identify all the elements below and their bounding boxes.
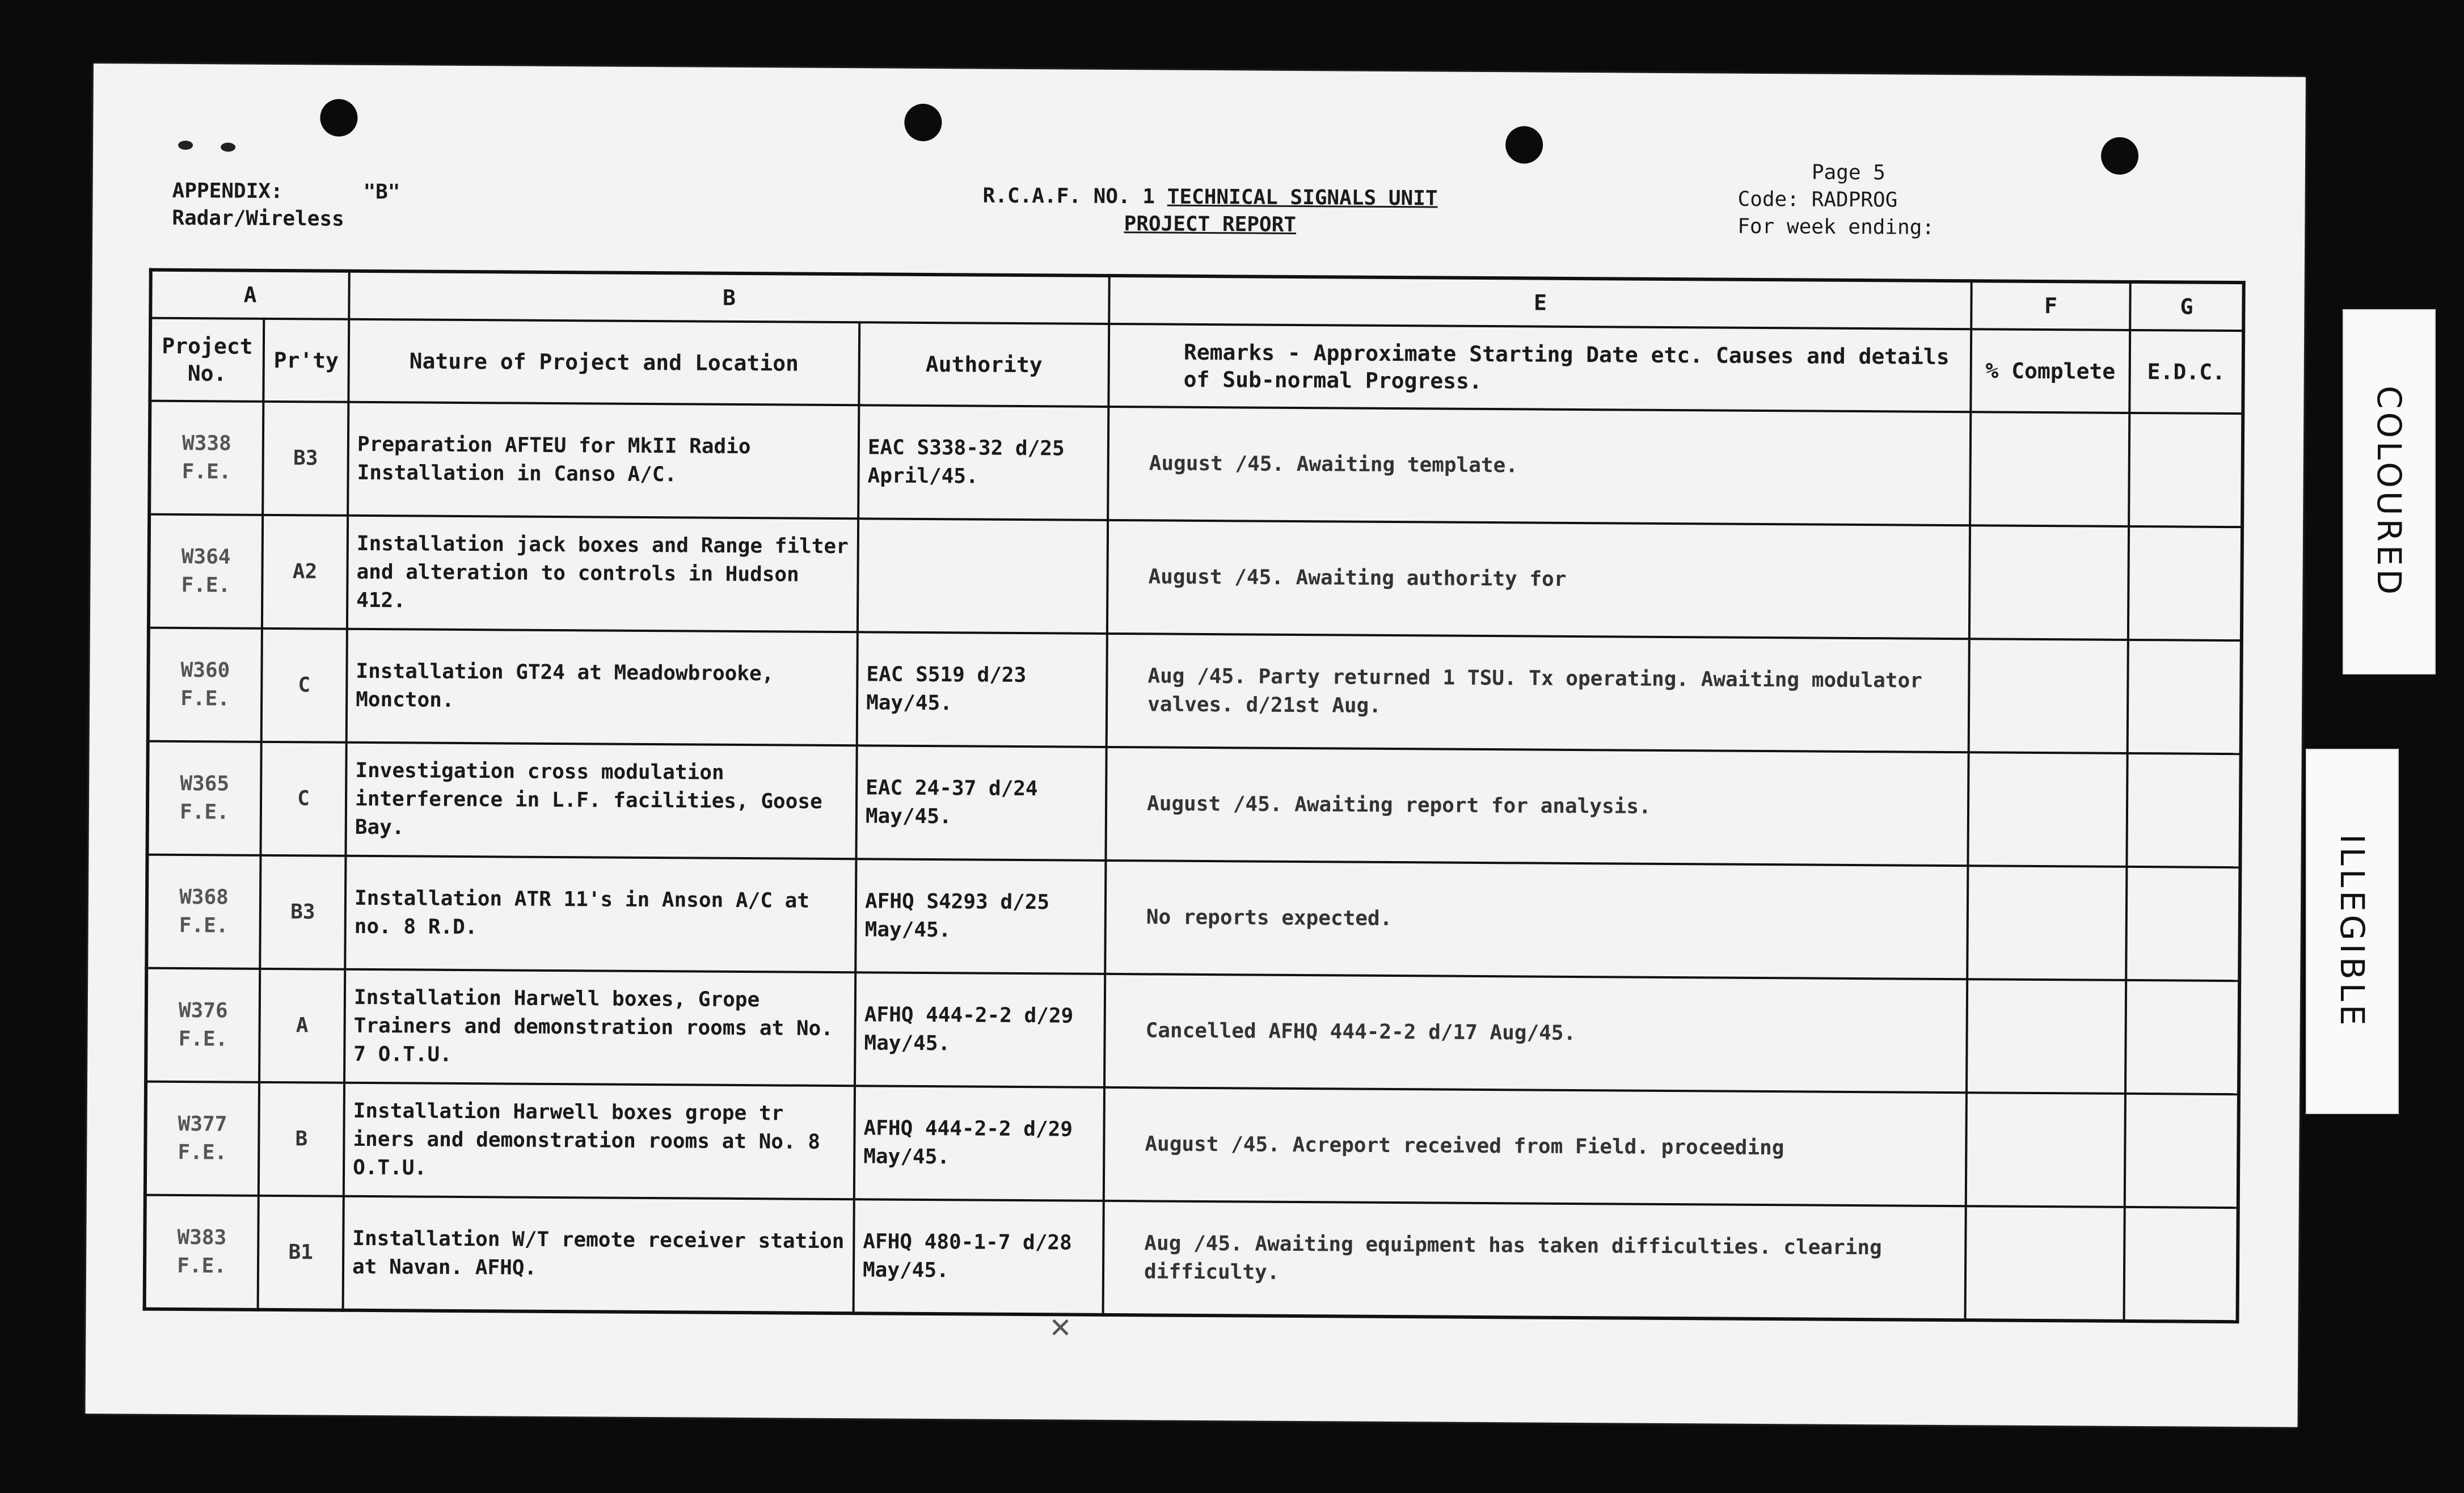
table-row: [145, 1082, 2239, 1208]
cell-authority: AFHQ S4293 d/25 May/45.: [855, 859, 1106, 974]
unit-name: TECHNICAL SIGNALS UNIT: [1167, 185, 1438, 210]
cell-project-no: W364 F.E.: [149, 514, 263, 629]
cell-project-no: W376 F.E.: [146, 968, 260, 1082]
ink-dot: [178, 141, 193, 150]
table-row: [145, 1195, 2238, 1322]
appendix-block: [172, 178, 400, 233]
week-ending: For week ending:: [1737, 214, 1935, 239]
cell-complete: [1969, 639, 2128, 753]
cell-priority: B1: [258, 1196, 344, 1310]
cell-complete: [1965, 1206, 2125, 1321]
punch-hole: [320, 99, 357, 136]
table-row: [148, 628, 2242, 754]
cell-nature: Installation Harwell boxes, Grope Trainers and demonstration rooms at No. 7 O.T.U.: [344, 969, 855, 1086]
appendix-value: "B": [363, 180, 400, 204]
cell-nature: Installation Harwell boxes grope tr iners and demonstration rooms at No. 8 O.T.U.: [344, 1083, 855, 1199]
group-letter-e: E: [1109, 276, 1971, 329]
punch-hole: [2101, 137, 2138, 175]
group-letter-f: F: [1971, 281, 2130, 330]
side-note-coloured: [2343, 309, 2436, 674]
cell-nature: Installation ATR 11's in Anson A/C at no. 8 R.D.: [345, 856, 856, 972]
cell-complete: [1966, 1093, 2125, 1207]
page-info: [1737, 159, 1935, 242]
header-project-no: Project No.: [150, 318, 264, 402]
page-number: Page 5: [1811, 161, 1886, 185]
cell-nature: Installation W/T remote receiver station at Navan. AFHQ.: [343, 1196, 854, 1313]
report-title: PROJECT REPORT: [1124, 212, 1297, 237]
cell-edc: [2125, 1094, 2239, 1208]
cell-remarks: August /45. Awaiting authority for: [1107, 520, 1970, 639]
punch-hole: [1505, 126, 1543, 163]
header-nature: Nature of Project and Location: [348, 319, 859, 405]
pencil-mark: ✕: [1050, 1306, 1071, 1346]
cell-remarks: August /45. Awaiting template.: [1108, 407, 1971, 525]
cell-nature: Installation GT24 at Meadowbrooke, Moncton.: [347, 629, 858, 745]
header-edc: E.D.C.: [2129, 330, 2243, 414]
header-complete: % Complete: [1971, 329, 2130, 413]
document-page: [85, 64, 2305, 1427]
cell-edc: [2124, 1207, 2238, 1322]
cell-edc: [2127, 753, 2241, 867]
cell-remarks: August /45. Awaiting report for analysis.: [1106, 747, 1968, 866]
cell-complete: [1967, 866, 2127, 980]
cell-priority: B3: [263, 402, 348, 516]
report-title-block: [898, 182, 1522, 241]
cell-priority: B3: [260, 855, 345, 969]
table-row: [147, 741, 2241, 868]
cell-complete: [1968, 752, 2127, 867]
section-label: Radar/Wireless: [172, 206, 344, 231]
cell-complete: [1970, 412, 2129, 526]
cell-remarks: No reports expected.: [1105, 861, 1968, 979]
unit-prefix: R.C.A.F. NO. 1: [982, 184, 1155, 209]
cell-project-no: W377 F.E.: [145, 1082, 259, 1196]
cell-project-no: W365 F.E.: [147, 741, 261, 855]
header-priority: Pr'ty: [263, 319, 349, 402]
cell-project-no: W360 F.E.: [148, 628, 262, 742]
side-note-text: COLOURED: [2370, 385, 2408, 598]
cell-authority: AFHQ 444-2-2 d/29 May/45.: [855, 972, 1105, 1087]
cell-priority: C: [260, 742, 346, 856]
cell-nature: Installation jack boxes and Range filter and alteration to controls in Hudson 412.: [347, 516, 858, 632]
cell-edc: [2128, 526, 2242, 640]
cell-edc: [2125, 980, 2239, 1094]
cell-nature: Preparation AFTEU for MkII Radio Installation in Canso A/C.: [348, 402, 859, 518]
table-row: [149, 514, 2242, 641]
cell-edc: [2126, 867, 2240, 981]
code: Code: RADPROG: [1737, 187, 1898, 212]
column-header-row: [150, 318, 2243, 414]
cell-remarks: August /45. Acreport received from Field. proceeding: [1104, 1087, 1967, 1206]
cell-project-no: W383 F.E.: [145, 1195, 259, 1310]
cell-authority: EAC S519 d/23 May/45.: [857, 632, 1107, 747]
cell-priority: A: [259, 969, 345, 1083]
cell-project-no: W338 F.E.: [149, 401, 263, 515]
group-letter-a: A: [150, 270, 349, 319]
side-note-illegible: [2306, 749, 2399, 1114]
cell-authority: AFHQ 480-1-7 d/28 May/45.: [854, 1199, 1104, 1315]
cell-remarks: Aug /45. Party returned 1 TSU. Tx operating. Awaiting modulator valves. d/21st Aug.: [1107, 634, 1969, 752]
cell-edc: [2128, 640, 2242, 754]
cell-authority: EAC S338-32 d/25 April/45.: [858, 405, 1108, 520]
cell-remarks: Cancelled AFHQ 444-2-2 d/17 Aug/45.: [1104, 974, 1967, 1093]
group-letter-g: G: [2130, 282, 2244, 331]
header-authority: Authority: [859, 322, 1109, 407]
cell-nature: Investigation cross modulation interference in L.F. facilities, Goose Bay.: [345, 743, 857, 859]
cell-complete: [1967, 979, 2126, 1094]
cell-authority: AFHQ 444-2-2 d/29 May/45.: [854, 1086, 1104, 1201]
cell-priority: B: [259, 1082, 344, 1196]
side-note-text: ILLEGIBLE: [2333, 834, 2372, 1029]
cell-priority: A2: [262, 515, 348, 629]
cell-authority: [858, 518, 1108, 634]
cell-priority: C: [261, 629, 347, 743]
punch-hole: [904, 104, 942, 141]
appendix-label: APPENDIX:: [172, 179, 283, 204]
table-row: [149, 401, 2243, 528]
header-remarks: Remarks - Approximate Starting Date etc. Causes and details of Sub-normal Progress.: [1108, 324, 1971, 412]
cell-remarks: Aug /45. Awaiting equipment has taken difficulties. clearing difficulty.: [1103, 1201, 1966, 1320]
cell-authority: EAC 24-37 d/24 May/45.: [856, 745, 1106, 861]
cell-edc: [2129, 413, 2243, 527]
table-row: [146, 855, 2240, 981]
cell-complete: [1969, 525, 2129, 640]
cell-project-no: W368 F.E.: [146, 855, 260, 969]
project-report-table: [143, 268, 2246, 1324]
ink-dot: [221, 142, 235, 151]
group-letter-b: B: [349, 271, 1109, 324]
table-row: [146, 968, 2239, 1095]
